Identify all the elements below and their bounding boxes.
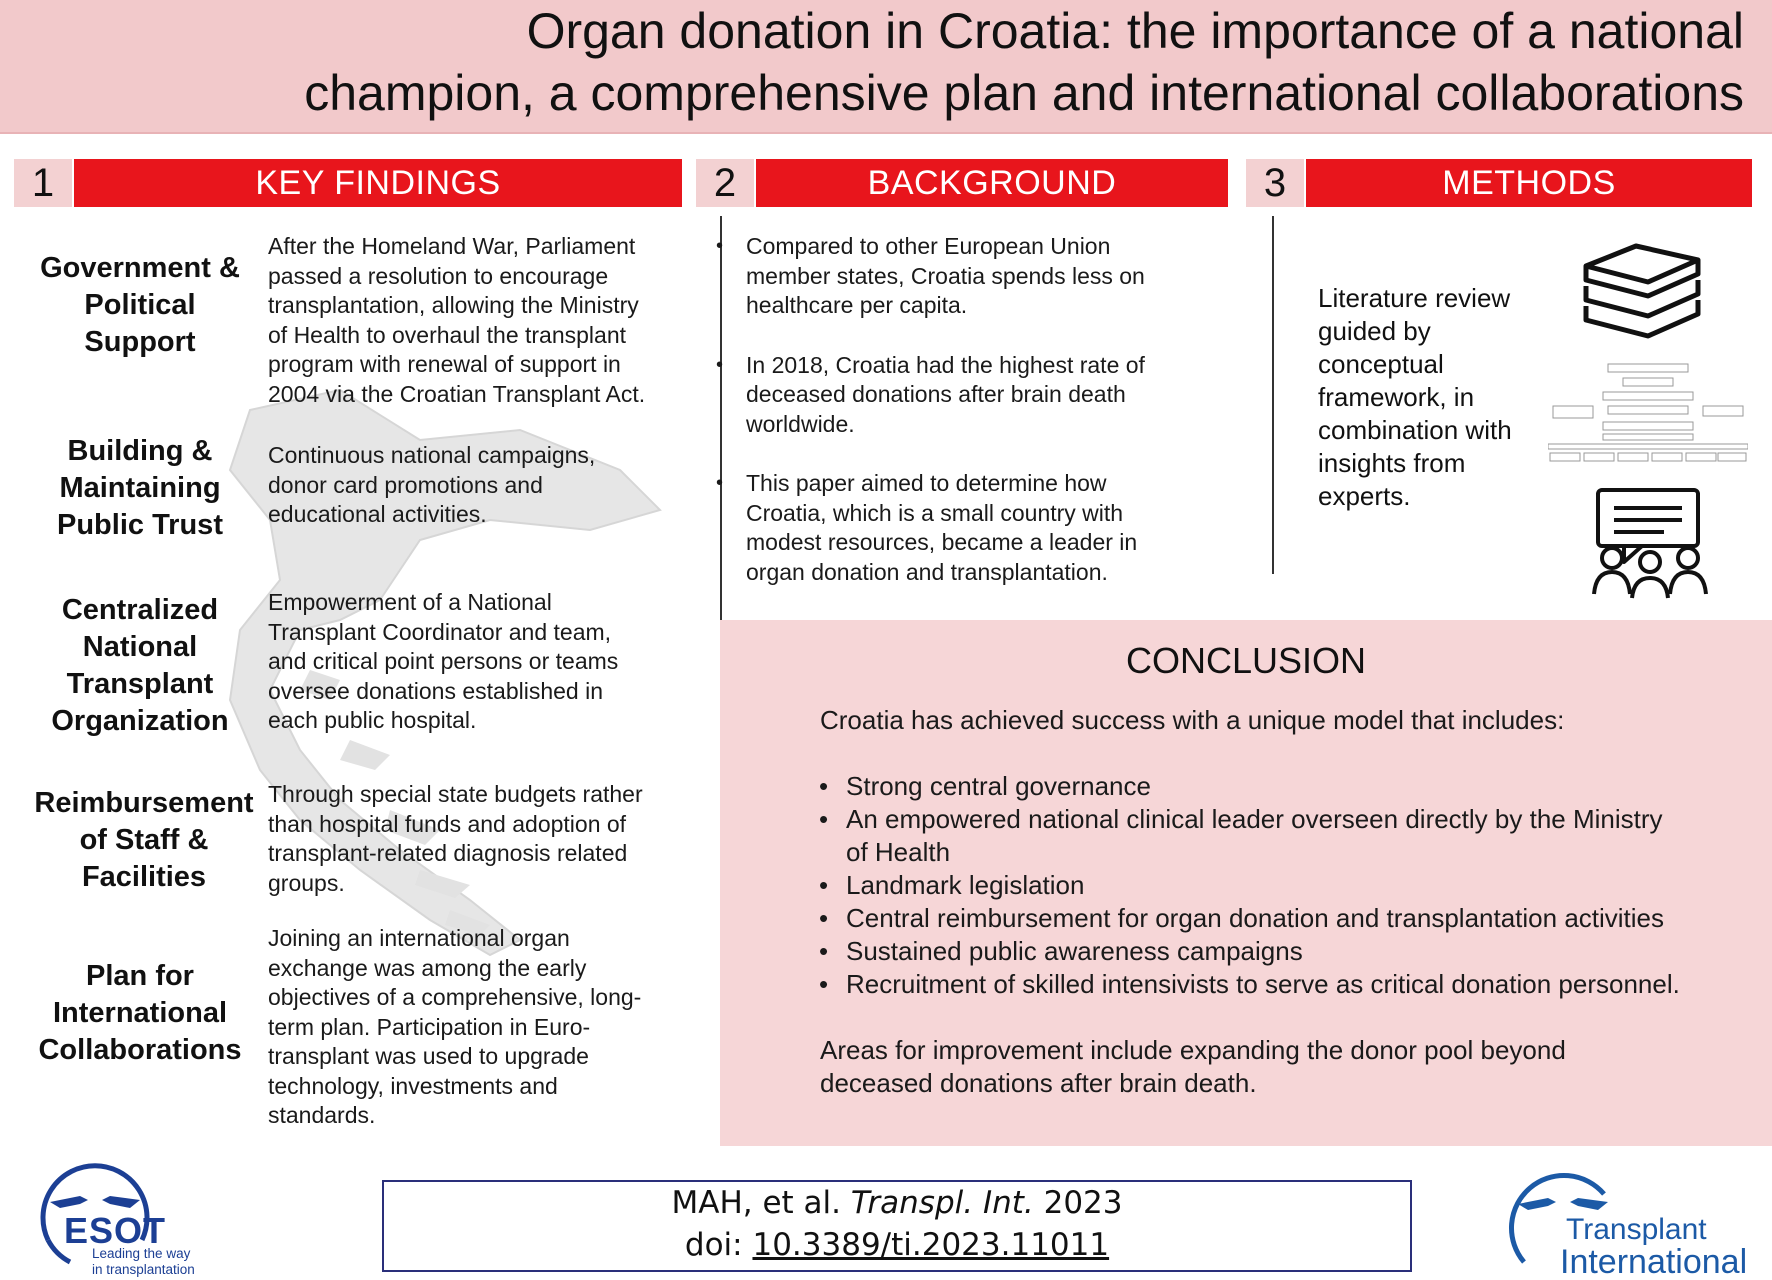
finding-text-public-trust: Continuous national campaigns, donor card promotions and educational activities.	[268, 442, 596, 527]
methods-text: Literature review guided by conceptual framework, in combination with insights from experts.	[1318, 283, 1512, 511]
transplant-international-line1: Transplant	[1566, 1213, 1707, 1246]
section-header-background: BACKGROUND	[756, 159, 1228, 207]
section-number-methods: 3	[1246, 159, 1304, 207]
finding-text-reimbursement: Through special state budgets rather than hospital funds and adoption of transplant-related diagnosis related groups.	[268, 781, 643, 896]
conclusion-bullet: • An empowered national clinical leader overseen directly by the Ministry of Health	[846, 803, 1746, 869]
poster-title	[194, 0, 1744, 124]
title-banner	[0, 0, 1772, 134]
conclusion-bullet: • Strong central governance	[846, 770, 1746, 803]
finding-heading-international: Plan for International Collaborations	[38, 960, 242, 1066]
conclusion-bullet: • Sustained public awareness campaigns	[846, 935, 1746, 968]
citation-line: MAH, et al. Transpl. Int. 2023	[671, 1185, 1123, 1221]
conclusion-bullet: • Central reimbursement for organ donation and transplantation activities	[846, 902, 1746, 935]
finding-heading-reimbursement: Reimbursement of Staff & Facilities	[34, 787, 254, 893]
section-number-key-findings: 1	[14, 159, 72, 207]
section-number-background: 2	[696, 159, 754, 207]
transplant-international-line2: International	[1560, 1243, 1748, 1280]
conclusion-title: CONCLUSION	[1125, 640, 1367, 681]
finding-heading-government: Government & Political Support	[40, 252, 240, 358]
background-bullet: • In 2018, Croatia had the highest rate of deceased donations after brain death worldwide.	[746, 351, 1216, 440]
section-header-key-findings: KEY FINDINGS	[74, 159, 682, 207]
doi-link[interactable]: 10.3389/ti.2023.11011	[752, 1227, 1110, 1263]
divider-right	[1272, 216, 1274, 574]
conclusion-bullet: • Landmark legislation	[846, 869, 1746, 902]
finding-heading-transplant-organization: Centralized National Transplant Organization	[51, 594, 229, 737]
finding-heading-public-trust: Building & Maintaining Public Trust	[57, 435, 223, 541]
people-group-icon	[1590, 540, 1710, 600]
conceptual-framework-diagram	[1548, 360, 1748, 464]
doi-line: doi: 10.3389/ti.2023.11011	[684, 1227, 1110, 1263]
conclusion-list	[846, 770, 1746, 1001]
section-header-methods: METHODS	[1306, 159, 1752, 207]
finding-text-transplant-organization: Empowerment of a National Transplant Coordinator and team, and critical point persons or teams oversee donations established in each public hospital.	[268, 589, 619, 733]
conclusion-bullet: • Recruitment of skilled intensivists to serve as critical donation personnel.	[846, 968, 1746, 1001]
esot-logo-text: ESOT	[64, 1210, 167, 1251]
background-list	[746, 232, 1216, 617]
background-bullet: • Compared to other European Union member states, Croatia spends less on healthcare per capita.	[746, 232, 1216, 321]
conclusion-intro: Croatia has achieved success with a unique model that includes:	[820, 705, 1565, 735]
finding-text-international: Joining an international organ exchange was among the early objectives of a comprehensive, long- term plan. Participation in Euro- transplant was used to upgrade technology, investments and standards.	[268, 925, 642, 1128]
title-line-2: champion, a comprehensive plan and international collaborations	[304, 65, 1744, 121]
title-line-1: Organ donation in Croatia: the importance of a national	[526, 3, 1744, 59]
esot-tagline: Leading the way in transplantation	[92, 1246, 195, 1277]
finding-text-government: After the Homeland War, Parliament passed a resolution to encourage transplantation, allowing the Ministry of Health to overhaul the transplant program with renewal of support in 2004 via the Croatian Transplant Act.	[268, 233, 646, 407]
background-bullet: • This paper aimed to determine how Croatia, which is a small country with modest resources, became a leader in organ donation and transplantation.	[746, 469, 1216, 587]
conclusion-panel	[720, 620, 1772, 1146]
books-icon	[1576, 236, 1706, 348]
citation-box	[382, 1180, 1412, 1272]
conclusion-outro: Areas for improvement include expanding the donor pool beyond deceased donations after brain death.	[820, 1035, 1566, 1098]
